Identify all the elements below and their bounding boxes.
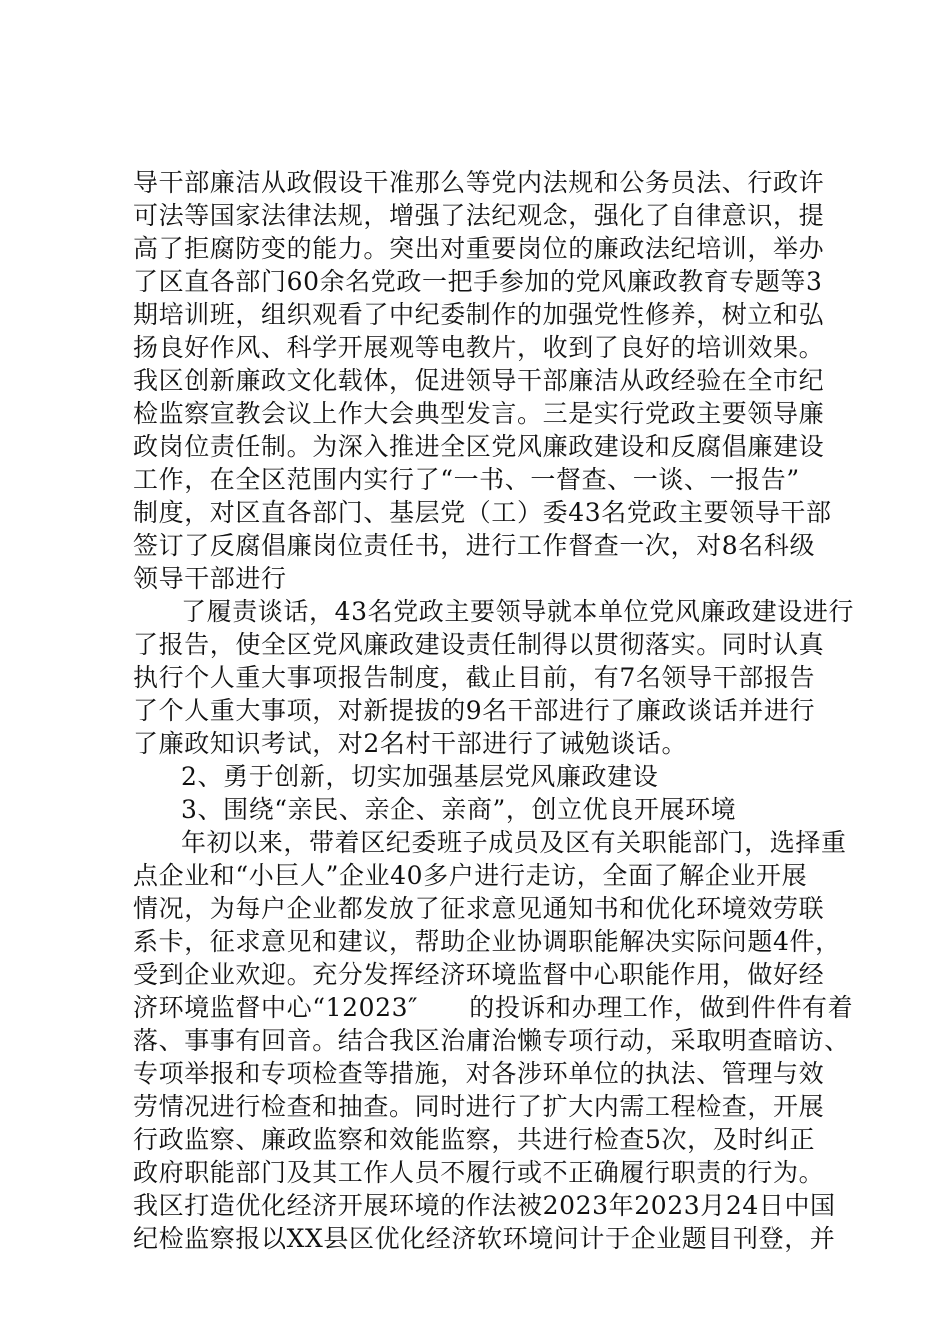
body-text <box>133 166 855 1255</box>
section-heading-3: 3、围绕“亲民、亲企、亲商”，创立优良开展环境 <box>181 795 737 824</box>
text-line: 制度，对区直各部门、基层党（工）委43名党政主要领导干部 <box>133 498 832 527</box>
section-heading-2: 2、勇于创新，切实加强基层党风廉政建设 <box>181 762 659 791</box>
text-line: 我区创新廉政文化载体，促进领导干部廉洁从政经验在全市纪 <box>133 366 825 395</box>
text-line: 了报告，使全区党风廉政建设责任制得以贯彻落实。同时认真 <box>133 630 825 659</box>
text-line: 政府职能部门及其工作人员不履行或不正确履行职责的行为。 <box>133 1158 825 1187</box>
text-line: 受到企业欢迎。充分发挥经济环境监督中心职能作用，做好经 <box>133 960 825 989</box>
text-line: 检监察宣教会议上作大会典型发言。三是实行党政主要领导廉 <box>133 399 825 428</box>
paragraph-start-line: 年初以来，带着区纪委班子成员及区有关职能部门，选择重 <box>181 828 847 857</box>
text-line: 纪检监察报以XX县区优化经济软环境问计于企业题目刊登，并 <box>133 1224 836 1253</box>
text-line: 劳情况进行检查和抽查。同时进行了扩大内需工程检查，开展 <box>133 1092 825 1121</box>
text-line: 了个人重大事项，对新提拔的9名干部进行了廉政谈话并进行 <box>133 696 816 725</box>
text-line: 情况，为每户企业都发放了征求意见通知书和优化环境效劳联 <box>133 894 825 923</box>
text-line: 扬良好作风、科学开展观等电教片，收到了良好的培训效果。 <box>133 333 825 362</box>
text-line: 可法等国家法律法规，增强了法纪观念，强化了自律意识，提 <box>133 201 825 230</box>
text-line: 落、事事有回音。结合我区治庸治懒专项行动，采取明查暗访、 <box>133 1026 850 1055</box>
text-line: 行政监察、廉政监察和效能监察，共进行检查5次，及时纠正 <box>133 1125 816 1154</box>
text-line: 政岗位责任制。为深入推进全区党风廉政建设和反腐倡廉建设 <box>133 432 825 461</box>
text-line: 执行个人重大事项报告制度，截止目前，有7名领导干部报告 <box>133 663 816 692</box>
text-line: 工作，在全区范围内实行了“一书、一督查、一谈、一报告” <box>133 465 800 494</box>
text-line: 专项举报和专项检查等措施，对各涉环单位的执法、管理与效 <box>133 1059 825 1088</box>
text-line: 签订了反腐倡廉岗位责任书，进行工作督查一次，对8名科级 <box>133 531 816 560</box>
paragraph-start-line: 了履责谈话，43名党政主要领导就本单位党风廉政建设进行 <box>181 597 855 626</box>
text-line: 领导干部进行 <box>133 564 287 593</box>
text-line: 济环境监督中心“12023″ 的投诉和办理工作，做到件件有着 <box>133 993 854 1022</box>
text-line: 我区打造优化经济开展环境的作法被2023年2023月24日中国 <box>133 1191 836 1220</box>
text-line: 导干部廉洁从政假设干准那么等党内法规和公务员法、行政许 <box>133 168 825 197</box>
text-line: 点企业和“小巨人”企业40多户进行走访，全面了解企业开展 <box>133 861 808 890</box>
text-line: 系卡，征求意见和建议，帮助企业协调职能解决实际问题4件， <box>133 927 841 956</box>
text-line: 高了拒腐防变的能力。突出对重要岗位的廉政法纪培训，举办 <box>133 234 825 263</box>
text-line: 了廉政知识考试，对2名村干部进行了诫勉谈话。 <box>133 729 688 758</box>
text-line: 期培训班，组织观看了中纪委制作的加强党性修养，树立和弘 <box>133 300 825 329</box>
text-line: 了区直各部门60余名党政一把手参加的党风廉政教育专题等3 <box>133 267 823 296</box>
